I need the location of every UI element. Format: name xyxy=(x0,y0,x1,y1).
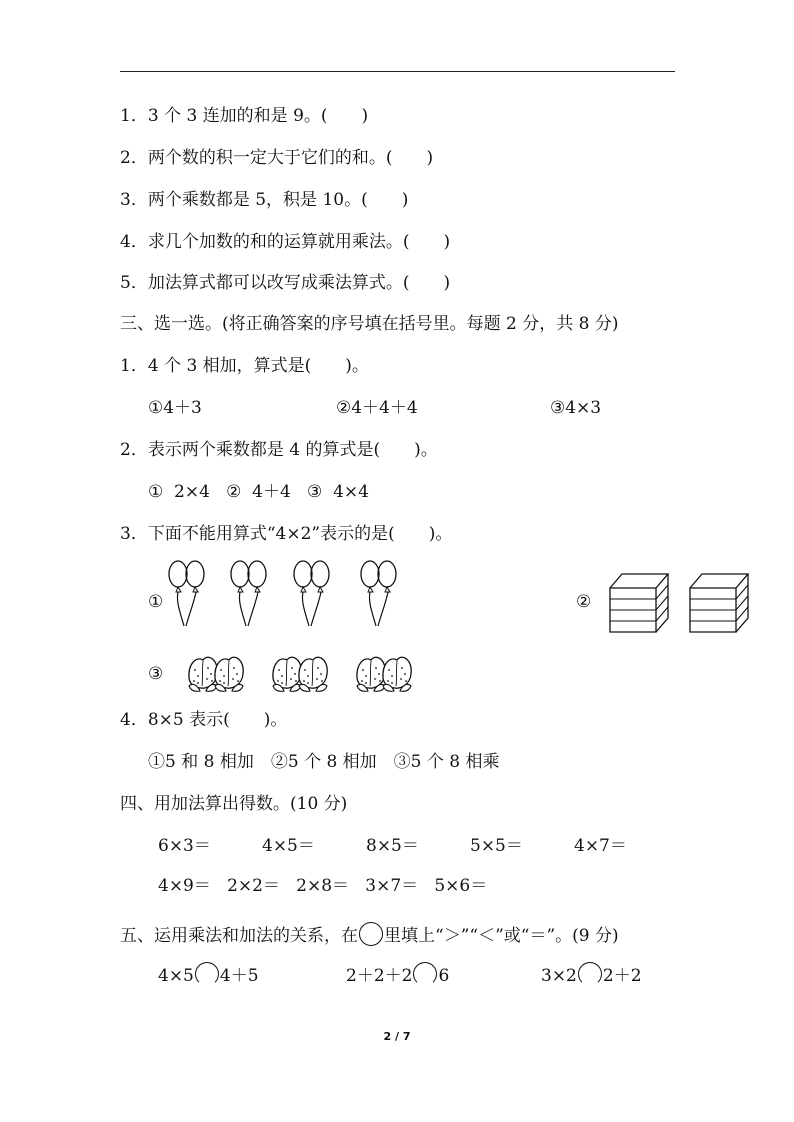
book-stacks-picture xyxy=(608,572,750,636)
s3-q2-options: ① 2×4 ② 4＋4 ③ 4×4 xyxy=(148,482,369,502)
compare-circle-1[interactable] xyxy=(195,962,219,986)
s5-item-1 xyxy=(158,962,259,986)
s4-item-3: 8×5＝ xyxy=(366,836,419,856)
page-number: 2 / 7 xyxy=(383,1030,411,1043)
section3-heading: 三、选一选。(将正确答案的序号填在括号里。每题 2 分，共 8 分) xyxy=(120,314,619,334)
judge-item-5: 5．加法算式都可以改写成乘法算式。( ) xyxy=(120,273,451,293)
s4-item-5: 4×7＝ xyxy=(574,836,627,856)
header-rule xyxy=(120,71,675,72)
judge-item-1: 1．3 个 3 连加的和是 9。( ) xyxy=(120,106,369,126)
judge-item-2: 2．两个数的积一定大于它们的和。( ) xyxy=(120,148,434,168)
s4-item-1: 6×3＝ xyxy=(158,836,211,856)
s3-q4-options: ①5 和 8 相加 ②5 个 8 相加 ③5 个 8 相乘 xyxy=(148,752,500,772)
judge-item-4: 4．求几个加数的和的运算就用乘法。( ) xyxy=(120,232,451,252)
judge-item-3: 3．两个乘数都是 5，积是 10。( ) xyxy=(120,190,409,210)
s3-q1-option-3: ③4×3 xyxy=(550,398,602,418)
compare-circle-3[interactable] xyxy=(578,962,602,986)
s4-item-2: 4×5＝ xyxy=(262,836,315,856)
s3-q1-text: 1．4 个 3 相加，算式是( )。 xyxy=(120,356,369,376)
s3-q3-label-3: ③ xyxy=(148,664,164,684)
s5-item-1-left: 4×5 xyxy=(158,966,194,986)
s3-q1-option-1: ①4＋3 xyxy=(148,398,202,418)
s4-row-2: 4×9＝ 2×2＝ 2×8＝ 3×7＝ 5×6＝ xyxy=(158,876,488,896)
s5-item-3-left: 3×2 xyxy=(541,966,577,986)
peaches-picture xyxy=(186,652,421,694)
s5-item-3 xyxy=(541,962,642,986)
s3-q1-option-2: ②4＋4＋4 xyxy=(336,398,418,418)
compare-circle-2[interactable] xyxy=(413,962,437,986)
s3-q3-text: 3．下面不能用算式“4×2”表示的是( )。 xyxy=(120,524,453,544)
s3-q4-text: 4．8×5 表示( )。 xyxy=(120,710,288,730)
balloons-picture xyxy=(166,560,416,632)
s5-item-3-right: 2＋2 xyxy=(602,966,642,986)
s5-item-1-right: 4＋5 xyxy=(219,966,259,986)
s3-q3-label-2: ② xyxy=(576,592,592,612)
circle-blank-icon xyxy=(359,922,383,946)
s3-q3-label-1: ① xyxy=(148,592,164,612)
s5-item-2-left: 2＋2＋2 xyxy=(346,966,413,986)
s5-heading-pre: 五、运用乘法和加法的关系，在 xyxy=(120,926,358,946)
section4-heading: 四、用加法算出得数。(10 分) xyxy=(120,794,348,814)
s4-item-4: 5×5＝ xyxy=(470,836,523,856)
s3-q2-text: 2．表示两个乘数都是 4 的算式是( )。 xyxy=(120,440,438,460)
s5-item-2 xyxy=(346,962,449,986)
s5-heading-post: 里填上“＞”“＜”或“＝”。(9 分) xyxy=(384,926,619,946)
s5-item-2-right: 6 xyxy=(438,966,450,986)
section5-heading xyxy=(120,922,619,946)
